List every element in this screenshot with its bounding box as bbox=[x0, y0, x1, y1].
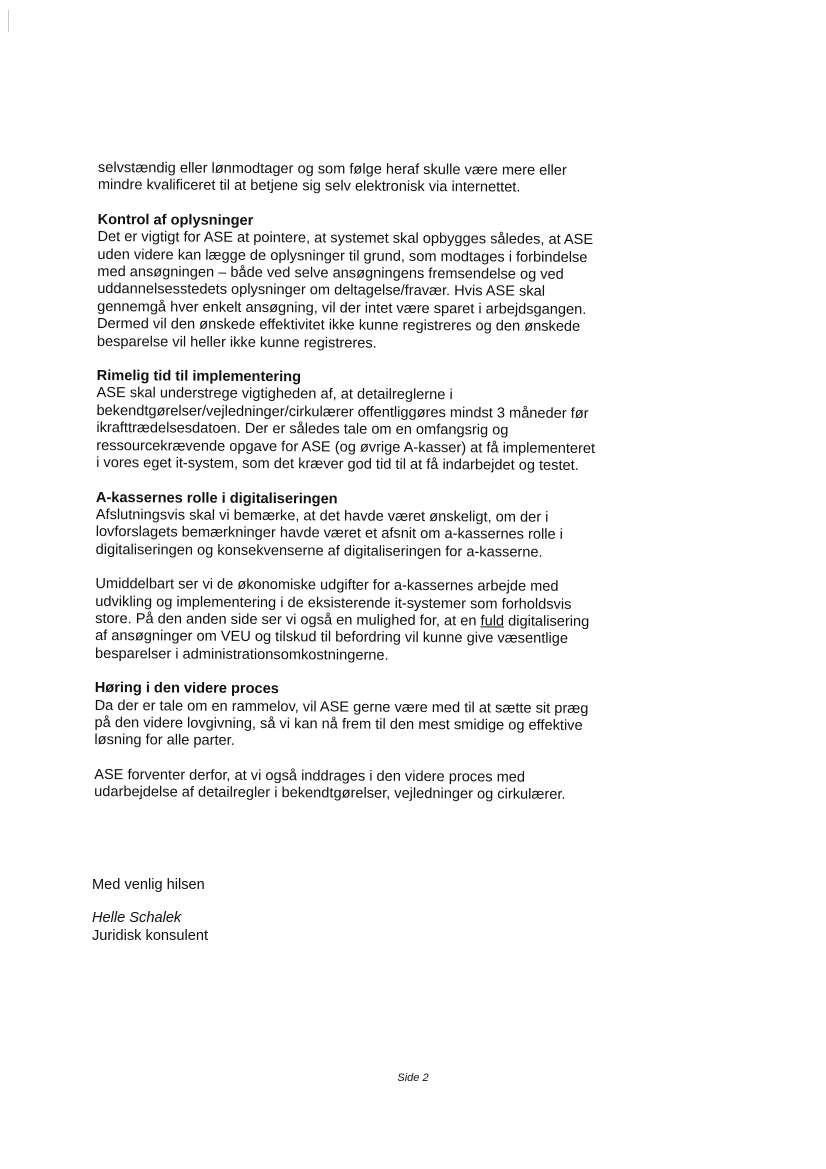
paragraph-line: med ansøgningen – både ved selve ansøgningens fremsendelse og ved bbox=[97, 264, 564, 283]
closing-greeting: Med venlig hilsen bbox=[92, 877, 205, 893]
paragraph-line: af ansøgninger om VEU og tilskud til befordring vil kunne give væsentlige bbox=[95, 628, 569, 648]
paragraph-line: selvstændig eller lønmodtager og som følge heraf skulle være mere eller bbox=[97, 160, 567, 179]
paragraph-line: Dermed vil den ønskede effektivitet ikke kunne registreres og den ønskede bbox=[96, 316, 581, 336]
paragraph-line: Umiddelbart ser vi de økonomiske udgifter for a-kassernes arbejde med bbox=[95, 576, 559, 595]
paragraph-line: store. På den anden side ser vi også en mulighed for, at en fuld digitalisering bbox=[95, 610, 590, 630]
paragraph-line: besparelser i administrationsomkostningerne. bbox=[94, 645, 389, 664]
paragraph-block bbox=[95, 576, 636, 666]
paragraph-line: uden videre kan lægge de oplysninger til grund, som modtages i forbindelse bbox=[97, 246, 588, 266]
paragraph-block bbox=[94, 680, 634, 753]
paragraph-line: gennemgå hver enkelt ansøgning, vil der intet være sparet i arbejdsgangen. bbox=[97, 298, 587, 318]
paragraph-block bbox=[98, 160, 638, 198]
paragraph-line: udarbejdelse af detailregler i bekendtgørelser, vejledninger og cirkulærer. bbox=[94, 784, 566, 804]
paragraph-line: mindre kvalificeret til at betjene sig selv elektronisk via internettet. bbox=[97, 177, 521, 196]
signatory-title: Juridisk konsulent bbox=[92, 927, 208, 944]
paragraph-line: Afslutningsvis skal vi bemærke, at det havde været ønskeligt, om der i bbox=[95, 506, 549, 526]
paragraph-line: digitaliseringen og konsekvenserne af digitaliseringen for a-kasserne. bbox=[95, 541, 543, 561]
page-number: Side 2 bbox=[397, 1072, 429, 1084]
paragraph-line: bekendtgørelser/vejledninger/cirkulærer offentliggøres mindst 3 måneder før bbox=[96, 402, 589, 422]
paragraph-line: ASE forventer derfor, at vi også inddrages i den videre proces med bbox=[94, 766, 526, 786]
paragraph-line: besparelse vil heller ikke kunne registreres. bbox=[96, 333, 377, 352]
paragraph-line: Det er vigtigt for ASE at pointere, at systemet skal opbygges således, at ASE bbox=[97, 229, 594, 249]
paragraph-block bbox=[97, 212, 638, 355]
paragraph-block bbox=[96, 489, 636, 562]
paragraph-line: uddannelsesstedets oplysninger om deltagelse/fravær. Hvis ASE skal bbox=[97, 281, 546, 301]
paragraph-block bbox=[94, 767, 634, 805]
paragraph-block bbox=[96, 368, 637, 476]
section-heading: A-kassernes rolle i digitaliseringen bbox=[95, 489, 338, 507]
section-heading: Kontrol af oplysninger bbox=[97, 211, 254, 229]
paragraph-line: ressourcekrævende opgave for ASE (og øvrige A-kasser) at få implementeret bbox=[96, 437, 596, 457]
scan-edge-mark bbox=[8, 10, 9, 32]
paragraph-line: på den videre lovgivning, så vi kan nå frem til den mest smidige og effektive bbox=[94, 714, 583, 734]
letter-closing bbox=[92, 877, 208, 945]
signatory-name: Helle Schalek bbox=[92, 910, 182, 927]
paragraph-line: løsning for alle parter. bbox=[94, 732, 235, 750]
letter-body bbox=[94, 160, 638, 822]
paragraph-line: ikrafttrædelsesdatoen. Der er således tale om en omfangsrig og bbox=[96, 420, 509, 439]
paragraph-line: lovforslagets bemærkninger havde været et afsnit om a-kassernes rolle i bbox=[95, 524, 563, 544]
section-heading: Rimelig tid til implementering bbox=[96, 368, 302, 386]
paragraph-line: i vores eget it-system, som det kræver god tid til at få indarbejdet og testet. bbox=[96, 455, 579, 475]
paragraph-line: Da der er tale om en rammelov, vil ASE gerne være med til at sætte sit præg bbox=[94, 697, 589, 717]
underlined-word: fuld bbox=[480, 613, 505, 630]
paragraph-line: udvikling og implementering i de eksisterende it-systemer som forholdsvis bbox=[95, 593, 572, 613]
paragraph-line: ASE skal understrege vigtigheden af, at detailreglerne i bbox=[96, 385, 453, 404]
section-heading: Høring i den videre proces bbox=[94, 680, 279, 698]
